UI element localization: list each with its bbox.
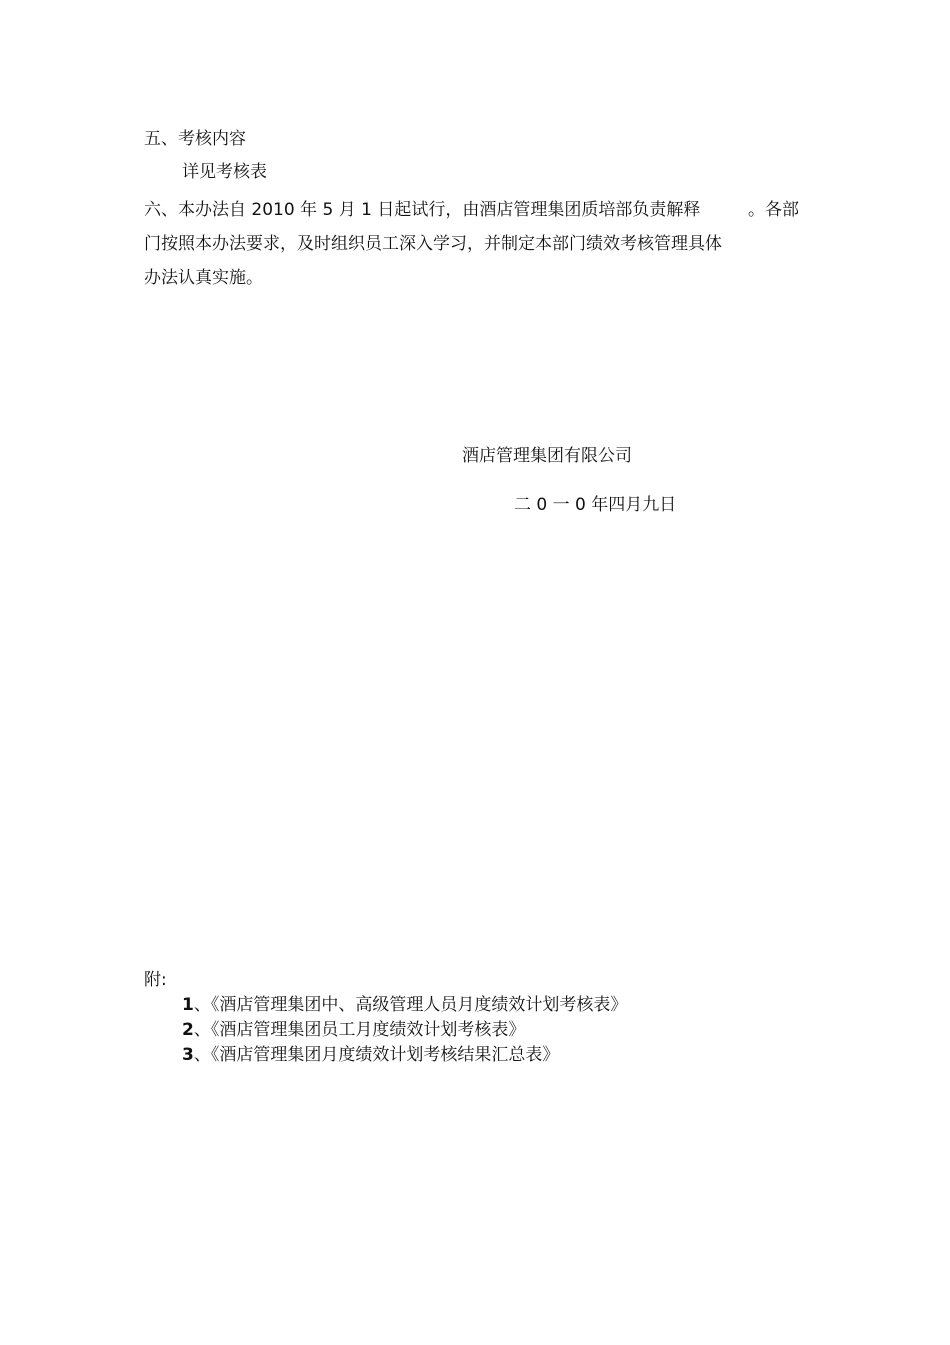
attachment-number: 2 — [182, 1020, 194, 1040]
section-5-detail: 详见考核表 — [182, 162, 267, 182]
attachment-title: 、《酒店管理集团员工月度绩效计划考核表》 — [193, 1020, 526, 1040]
attachment-item — [182, 1020, 525, 1040]
attachment-item — [182, 995, 627, 1015]
section-6-line-2: 门按照本办法要求，及时组织员工深入学习，并制定本部门绩效考核管理具体 — [144, 234, 722, 254]
company-name: 酒店管理集团有限公司 — [462, 446, 632, 466]
attachment-item — [182, 1045, 559, 1065]
section-6-line-3: 办法认真实施。 — [144, 268, 263, 288]
attachment-number: 3 — [182, 1045, 194, 1065]
issue-date: 二 0 一 0 年四月九日 — [514, 495, 677, 515]
section-6-line-1: 六、本办法自 2010 年 5 月 1 日起试行，由酒店管理集团质培部负责解释 — [144, 200, 701, 220]
section-6-line-1-tail: 。各部 — [748, 200, 799, 220]
attachment-title: 、《酒店管理集团中、高级管理人员月度绩效计划考核表》 — [193, 995, 628, 1015]
attachments-label: 附: — [144, 970, 167, 990]
attachment-number: 1 — [182, 995, 194, 1015]
section-5-heading: 五、考核内容 — [144, 129, 246, 149]
attachment-title: 、《酒店管理集团月度绩效计划考核结果汇总表》 — [193, 1045, 560, 1065]
